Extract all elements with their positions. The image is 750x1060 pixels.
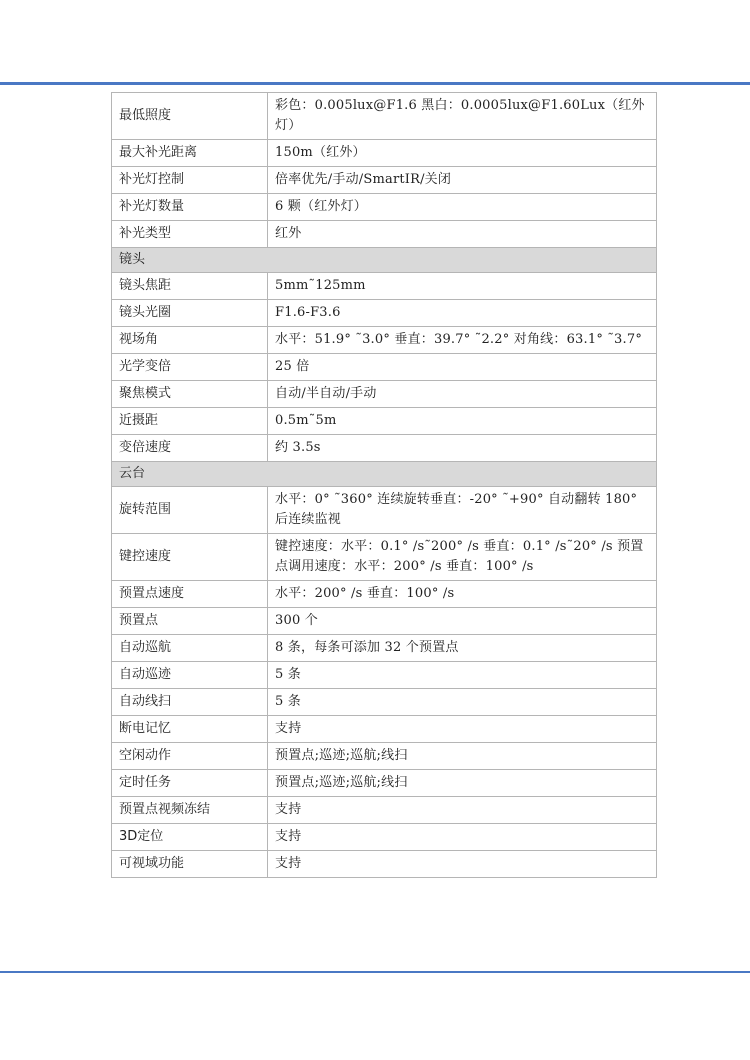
spec-name-cell: 自动巡航 — [112, 635, 268, 662]
spec-name-cell: 自动线扫 — [112, 689, 268, 716]
spec-value-cell: 预置点;巡迹;巡航;线扫 — [268, 770, 657, 797]
table-row — [112, 435, 657, 462]
spec-name-cell: 补光灯控制 — [112, 167, 268, 194]
spec-value-cell: 25 倍 — [268, 354, 657, 381]
table-row — [112, 327, 657, 354]
table-row — [112, 381, 657, 408]
spec-name-cell: 光学变倍 — [112, 354, 268, 381]
spec-table-body — [112, 93, 657, 878]
table-row — [112, 140, 657, 167]
section-row — [112, 462, 657, 487]
section-row — [112, 248, 657, 273]
table-row — [112, 851, 657, 878]
spec-value-cell: 支持 — [268, 824, 657, 851]
spec-value-cell: 支持 — [268, 716, 657, 743]
table-row — [112, 797, 657, 824]
spec-name-cell: 旋转范围 — [112, 487, 268, 534]
spec-value-cell: 水平：51.9° ˜3.0° 垂直：39.7° ˜2.2° 对角线：63.1° ˜3.7° — [268, 327, 657, 354]
spec-name-cell: 最低照度 — [112, 93, 268, 140]
spec-name-cell: 3D定位 — [112, 824, 268, 851]
table-row — [112, 93, 657, 140]
spec-name-cell: 近摄距 — [112, 408, 268, 435]
spec-name-cell: 键控速度 — [112, 534, 268, 581]
spec-value-cell: 红外 — [268, 221, 657, 248]
spec-name-cell: 最大补光距离 — [112, 140, 268, 167]
table-row — [112, 608, 657, 635]
table-row — [112, 167, 657, 194]
spec-value-cell: 倍率优先/手动/SmartIR/关闭 — [268, 167, 657, 194]
spec-value-cell: 支持 — [268, 797, 657, 824]
table-row — [112, 534, 657, 581]
spec-value-cell: 300 个 — [268, 608, 657, 635]
spec-name-cell: 自动巡迹 — [112, 662, 268, 689]
header-rule — [0, 82, 750, 85]
spec-value-cell: 键控速度：水平：0.1° /s˜200° /s 垂直：0.1° /s˜20° /s 预置点调用速度：水平：200° /s 垂直：100° /s — [268, 534, 657, 581]
spec-value-cell: 5 条 — [268, 662, 657, 689]
table-row — [112, 743, 657, 770]
spec-value-cell: 5mm˜125mm — [268, 273, 657, 300]
spec-value-cell: 8 条，每条可添加 32 个预置点 — [268, 635, 657, 662]
spec-value-cell: 6 颗（红外灯） — [268, 194, 657, 221]
table-row — [112, 770, 657, 797]
spec-name-cell: 补光类型 — [112, 221, 268, 248]
table-row — [112, 354, 657, 381]
spec-value-cell: 150m（红外） — [268, 140, 657, 167]
table-row — [112, 408, 657, 435]
spec-value-cell: 0.5m˜5m — [268, 408, 657, 435]
spec-value-cell: 自动/半自动/手动 — [268, 381, 657, 408]
spec-name-cell: 补光灯数量 — [112, 194, 268, 221]
spec-name-cell: 视场角 — [112, 327, 268, 354]
spec-value-cell: 水平：200° /s 垂直：100° /s — [268, 581, 657, 608]
table-row — [112, 635, 657, 662]
table-row — [112, 194, 657, 221]
section-title: 云台 — [112, 462, 657, 487]
spec-name-cell: 预置点速度 — [112, 581, 268, 608]
spec-value-cell: 5 条 — [268, 689, 657, 716]
table-row — [112, 716, 657, 743]
table-row — [112, 273, 657, 300]
spec-table — [111, 92, 657, 878]
spec-name-cell: 镜头焦距 — [112, 273, 268, 300]
spec-name-cell: 预置点视频冻结 — [112, 797, 268, 824]
spec-name-cell: 聚焦模式 — [112, 381, 268, 408]
section-title: 镜头 — [112, 248, 657, 273]
spec-name-cell: 镜头光圈 — [112, 300, 268, 327]
spec-name-cell: 空闲动作 — [112, 743, 268, 770]
spec-value-cell: 水平：0° ˜360° 连续旋转垂直：-20° ˜+90° 自动翻转 180° 后连续监视 — [268, 487, 657, 534]
spec-name-cell: 断电记忆 — [112, 716, 268, 743]
spec-name-cell: 定时任务 — [112, 770, 268, 797]
table-row — [112, 824, 657, 851]
table-row — [112, 581, 657, 608]
spec-value-cell: 支持 — [268, 851, 657, 878]
spec-value-cell: 彩色：0.005lux@F1.6 黑白：0.0005lux@F1.60Lux（红外灯） — [268, 93, 657, 140]
table-row — [112, 662, 657, 689]
spec-value-cell: 预置点;巡迹;巡航;线扫 — [268, 743, 657, 770]
table-row — [112, 221, 657, 248]
spec-value-cell: 约 3.5s — [268, 435, 657, 462]
spec-name-cell: 变倍速度 — [112, 435, 268, 462]
table-row — [112, 300, 657, 327]
spec-value-cell: F1.6-F3.6 — [268, 300, 657, 327]
spec-name-cell: 预置点 — [112, 608, 268, 635]
footer-rule — [0, 971, 750, 973]
table-row — [112, 689, 657, 716]
spec-name-cell: 可视域功能 — [112, 851, 268, 878]
table-row — [112, 487, 657, 534]
